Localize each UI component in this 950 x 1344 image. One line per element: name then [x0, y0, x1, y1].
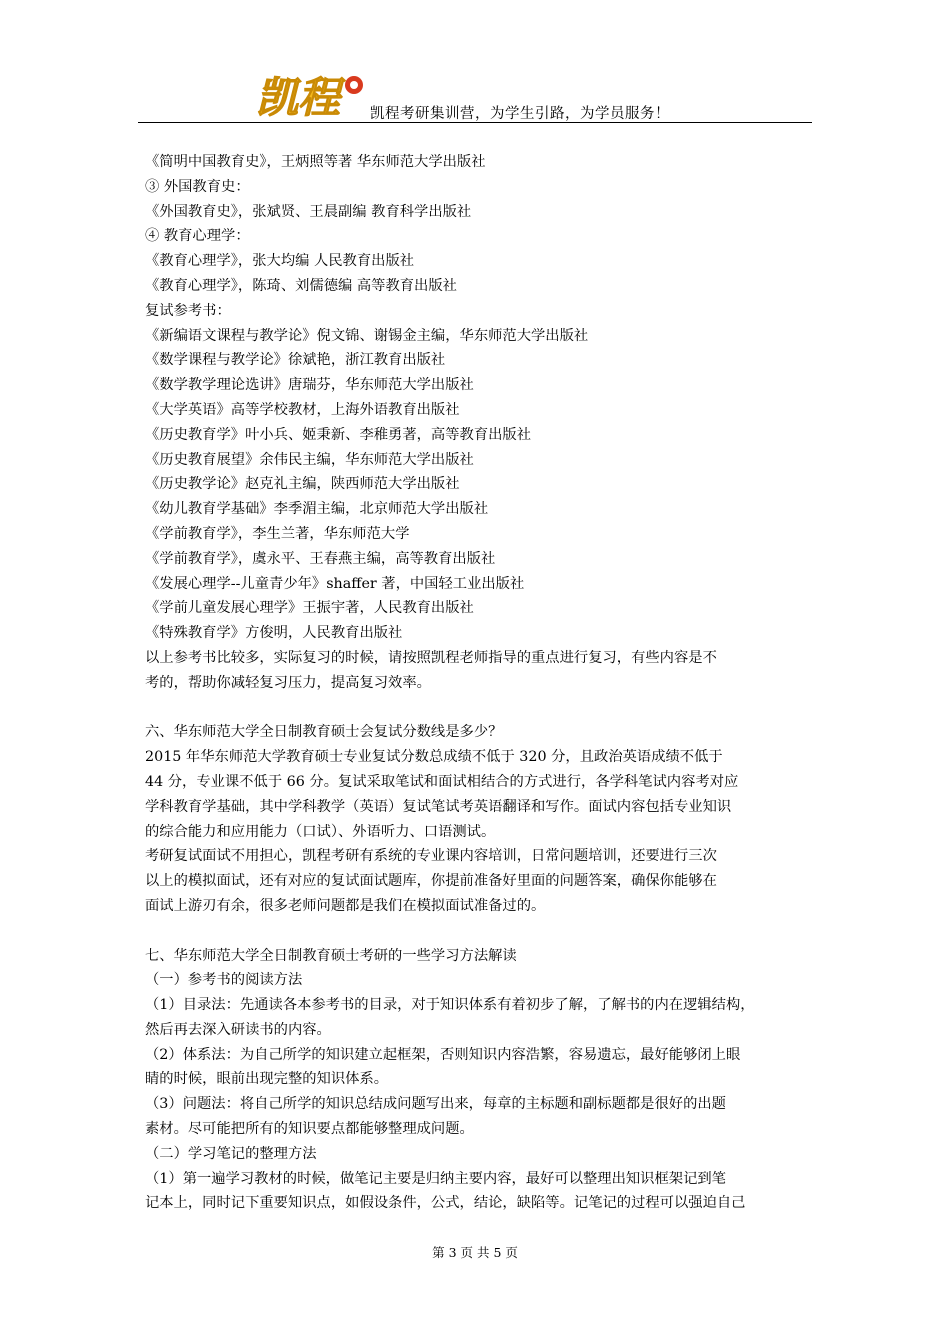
- text-line: 《幼儿教育学基础》李季湄主编，北京师范大学出版社: [145, 501, 489, 518]
- text-line: 睛的时候，眼前出现完整的知识体系。: [145, 1071, 389, 1088]
- text-line: 面试上游刃有余，很多老师问题都是我们在模拟面试准备过的。: [145, 897, 546, 914]
- text-line: 《新编语文课程与教学论》倪文锦、谢锡金主编，华东师范大学出版社: [145, 327, 589, 344]
- text-line: 《历史教学论》赵克礼主编，陕西师范大学出版社: [145, 476, 460, 493]
- text-line: 《简明中国教育史》，王炳照等著 华东师范大学出版社: [145, 154, 486, 170]
- page-header: [138, 60, 812, 123]
- header-tagline: 凯程考研集训营，为学生引路，为学员服务！: [370, 106, 670, 122]
- text-line: ④ 教育心理学：: [145, 228, 250, 245]
- blank-line: [145, 696, 812, 721]
- blank-line: [145, 919, 812, 944]
- text-line: 《发展心理学--儿童青少年》shaffer 著，中国轻工业出版社: [145, 575, 525, 592]
- page-number: 第 3 页 共 5 页: [432, 1245, 518, 1260]
- text-line: （3）问题法：将自己所学的知识总结成问题写出来，每章的主标题和副标题都是很好的出题: [145, 1096, 726, 1113]
- text-line: 记本上，同时记下重要知识点，如假设条件，公式，结论，缺陷等。记笔记的过程可以强迫自己: [145, 1195, 746, 1212]
- text-line: 《学前教育学》，李生兰著，华东师范大学: [145, 525, 410, 542]
- text-line: 《历史教育展望》余伟民主编，华东师范大学出版社: [145, 451, 474, 468]
- text-line: 《历史教育学》叶小兵、姬秉新、李稚勇著，高等教育出版社: [145, 426, 532, 443]
- text-line: 《学前教育学》，虞永平、王春燕主编，高等教育出版社: [145, 550, 496, 567]
- text-line: 《教育心理学》，张大均编 人民教育出版社: [145, 253, 415, 270]
- text-line: 以上参考书比较多，实际复习的时候，请按照凯程老师指导的重点进行复习，有些内容是不: [145, 649, 717, 666]
- svg-text:凯程: 凯程: [256, 74, 341, 120]
- document-body: [145, 150, 812, 1216]
- text-line: （1）第一遍学习教材的时候，做笔记主要是归纳主要内容，最好可以整理出知识框架记到笔: [145, 1170, 726, 1187]
- text-line: （一）参考书的阅读方法: [145, 972, 303, 989]
- text-line: 七、华东师范大学全日制教育硕士考研的一些学习方法解读: [145, 947, 517, 964]
- text-line: 《特殊教育学》方俊明，人民教育出版社: [145, 625, 403, 642]
- text-line: 素材。尽可能把所有的知识要点都能够整理成问题。: [145, 1121, 474, 1138]
- text-line: （2）体系法：为自己所学的知识建立起框架，否则知识内容浩繁，容易遗忘，最好能够闭上眼: [145, 1046, 741, 1063]
- text-line: 《教育心理学》，陈琦、刘儒德编 高等教育出版社: [145, 277, 457, 294]
- text-line: 考的，帮助你减轻复习压力，提高复习效率。: [145, 674, 431, 691]
- text-line: 《数学课程与教学论》徐斌艳，浙江教育出版社: [145, 352, 446, 369]
- text-line: （二）学习笔记的整理方法: [145, 1145, 317, 1162]
- text-line: 《大学英语》高等学校教材，上海外语教育出版社: [145, 401, 460, 418]
- text-line: ③ 外国教育史：: [145, 178, 250, 195]
- text-line: 《外国教育史》，张斌贤、王晨副编 教育科学出版社: [145, 203, 472, 220]
- text-line: 《数学教学理论选讲》唐瑞芬，华东师范大学出版社: [145, 377, 474, 394]
- text-line: 考研复试面试不用担心，凯程考研有系统的专业课内容培训，日常问题培训，还要进行三次: [145, 848, 717, 865]
- text-line: 以上的模拟面试，还有对应的复试面试题库，你提前准备好里面的问题答案，确保你能够在: [145, 873, 717, 890]
- kaicheng-logo: [254, 68, 370, 120]
- text-line: （1）目录法：先通读各本参考书的目录，对于知识体系有着初步了解，了解书的内在逻辑结构，: [145, 997, 755, 1014]
- text-line: 学科教育学基础，其中学科教学（英语）复试笔试考英语翻译和写作。面试内容包括专业知识: [145, 798, 732, 815]
- text-line: 六、华东师范大学全日制教育硕士会复试分数线是多少？: [145, 724, 503, 741]
- text-line: 44 分，专业课不低于 66 分。复试采取笔试和面试相结合的方式进行，各学科笔试内容考对应: [145, 773, 739, 790]
- text-line: 的综合能力和应用能力（口试）、外语听力、口语测试。: [145, 823, 496, 840]
- text-line: 复试参考书：: [145, 302, 231, 319]
- text-line: 《学前儿童发展心理学》王振宇著，人民教育出版社: [145, 600, 474, 617]
- text-line: 然后再去深入研读书的内容。: [145, 1021, 331, 1038]
- text-line: 2015 年华东师范大学教育硕士专业复试分数总成绩不低于 320 分，且政治英语成绩不低于: [145, 749, 723, 766]
